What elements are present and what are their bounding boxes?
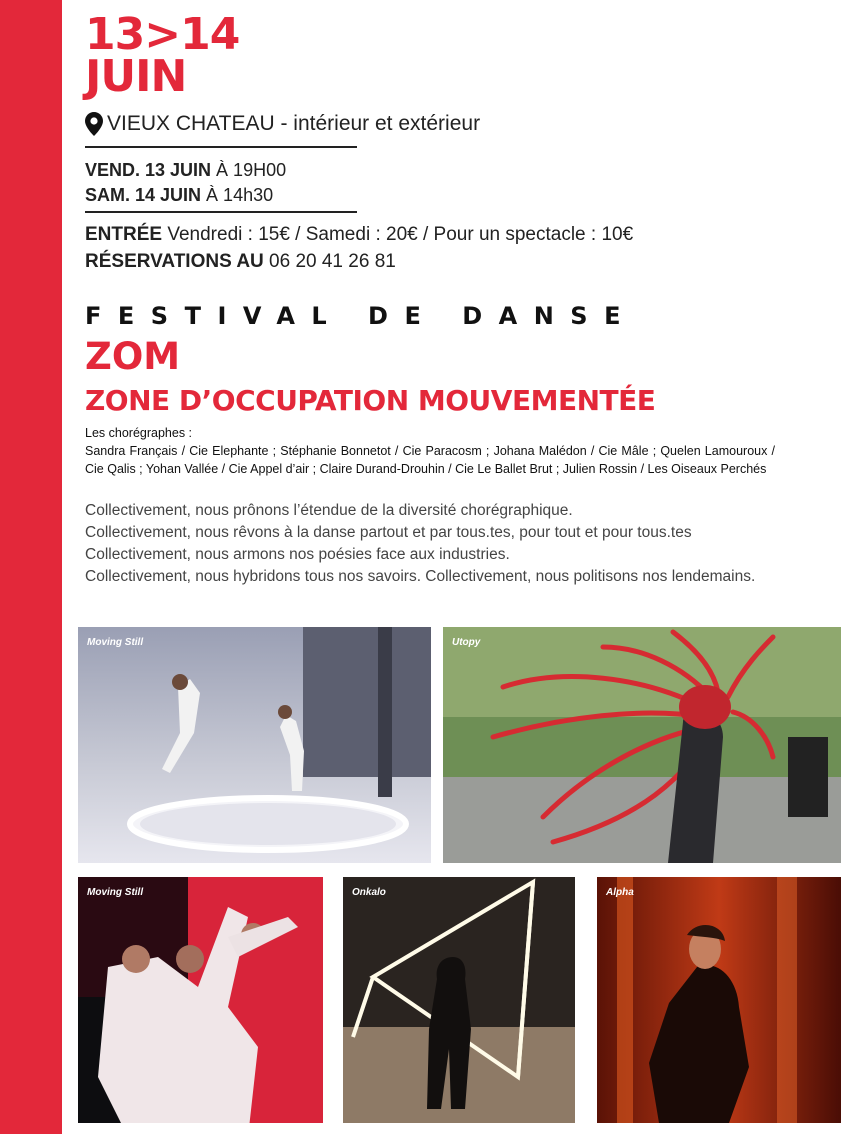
schedule-row — [85, 183, 286, 208]
schedule-day: SAM. 14 JUIN — [85, 185, 202, 205]
divider — [85, 146, 357, 148]
location — [85, 112, 480, 136]
booking-line — [85, 248, 633, 275]
photo-utopy — [443, 627, 841, 863]
schedule — [85, 158, 286, 208]
entry-value: Vendredi : 15€ / Samedi : 20€ / Pour un spectacle : 10€ — [162, 224, 634, 245]
festival-name: ZOM — [85, 335, 181, 378]
date-range: 13>14 — [85, 9, 240, 60]
schedule-day: VEND. 13 JUIN — [85, 160, 212, 180]
left-accent-band — [0, 0, 62, 1134]
entry-line — [85, 221, 633, 248]
manifesto-line: Collectivement, nous armons nos poésies face aux industries. — [85, 546, 510, 563]
photo-moving-still — [78, 627, 431, 863]
manifesto-line: Collectivement, nous rêvons à la danse partout et par tous.tes, pour tout et pour tous.tes — [85, 524, 692, 541]
schedule-row — [85, 158, 286, 183]
booking-phone: 06 20 41 26 81 — [263, 251, 396, 272]
location-text: VIEUX CHATEAU - intérieur et extérieur — [107, 112, 481, 135]
festival-kicker: FESTIVAL DE DANSE — [85, 302, 637, 330]
choreographers-title: Les chorégraphes : — [85, 426, 193, 440]
photo-onkalo — [343, 877, 575, 1123]
manifesto-line: Collectivement, nous prônons l’étendue de la diversité chorégraphique. — [85, 502, 573, 519]
photo-caption: Utopy — [452, 637, 481, 648]
map-pin-icon — [85, 112, 103, 136]
entry-label: ENTRÉE — [85, 224, 163, 245]
manifesto — [85, 500, 785, 588]
schedule-time: À 14h30 — [201, 185, 274, 205]
tickets-info — [85, 221, 633, 275]
photo-caption: Moving Still — [87, 637, 144, 648]
date-month: JUIN — [85, 51, 187, 102]
schedule-time: À 19H00 — [211, 160, 287, 180]
festival-full-name: ZONE D’OCCUPATION MOUVEMENTÉE — [85, 384, 656, 417]
divider — [85, 211, 357, 213]
photo-caption: Alpha — [606, 887, 634, 898]
choreographers-list: Sandra Français / Cie Elephante ; Stéphanie Bonnetot / Cie Paracosm ; Johana Malédon / Cie Mâle ; Quelen Lamouroux / Cie Qalis ; Yohan Vallée / Cie Appel d’air ; Claire Durand-Drouhin / Cie Le Ballet Brut ; Julien Rossin / Les Oiseaux Perchés — [85, 444, 775, 476]
photo-moving-still-red — [78, 877, 323, 1123]
photo-caption: Moving Still — [87, 887, 144, 898]
event-dates — [85, 9, 240, 102]
photo-alpha — [597, 877, 841, 1123]
manifesto-line: Collectivement, nous hybridons tous nos savoirs. Collectivement, nous politisons nos lendemains. — [85, 568, 756, 585]
booking-label: RÉSERVATIONS AU — [85, 251, 264, 272]
photo-caption: Onkalo — [352, 887, 386, 898]
